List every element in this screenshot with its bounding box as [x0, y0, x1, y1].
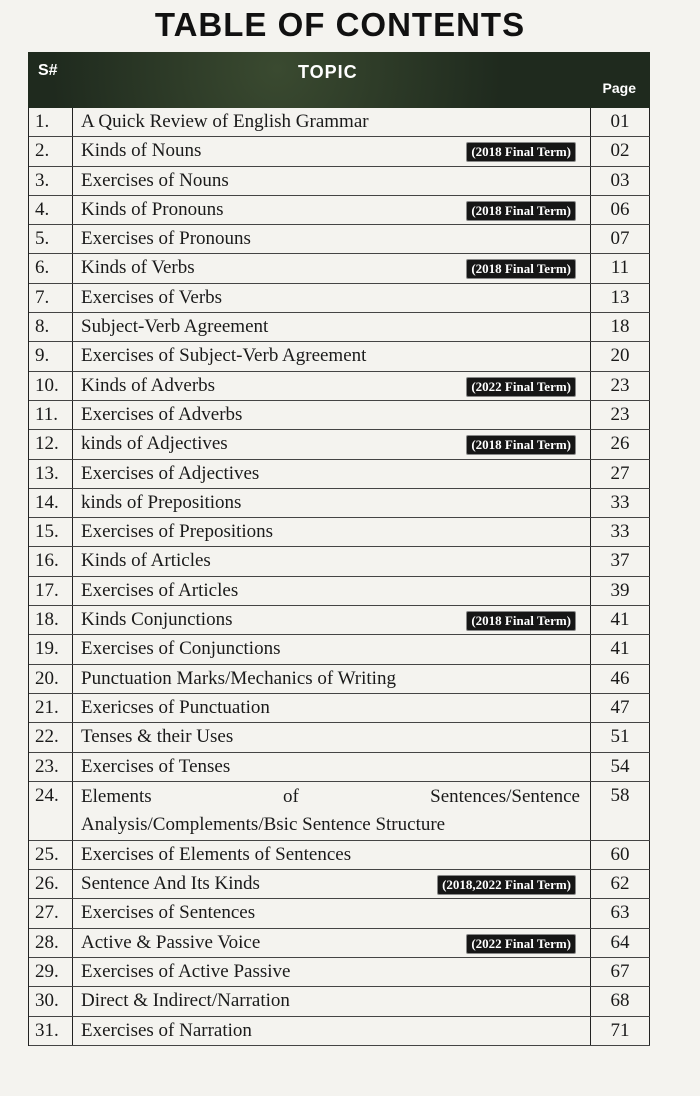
table-row	[29, 167, 650, 196]
table-row	[29, 929, 650, 958]
row-page-number: 01	[590, 108, 650, 136]
row-topic: Kinds Conjunctions	[81, 609, 233, 631]
row-page-number: 03	[590, 167, 650, 195]
row-topic: Subject-Verb Agreement	[81, 316, 269, 338]
row-number: 19.	[29, 635, 73, 663]
row-number: 11.	[29, 401, 73, 429]
row-number: 27.	[29, 899, 73, 927]
row-topic: Sentence And Its Kinds	[81, 873, 260, 895]
table-row	[29, 518, 650, 547]
row-number: 17.	[29, 577, 73, 605]
table-row	[29, 254, 650, 283]
row-page-number: 13	[590, 284, 650, 312]
row-page-number: 41	[590, 606, 650, 634]
row-topic: Exercises of Conjunctions	[81, 638, 281, 660]
row-number: 14.	[29, 489, 73, 517]
row-page-number: 18	[590, 313, 650, 341]
row-topic: Exericses of Punctuation	[81, 696, 270, 718]
row-page-number: 63	[590, 899, 650, 927]
row-number: 7.	[29, 284, 73, 312]
row-page-number: 39	[590, 577, 650, 605]
row-number: 22.	[29, 723, 73, 751]
row-page-number: 67	[590, 958, 650, 986]
exam-badge: (2018 Final Term)	[466, 611, 576, 631]
row-topic: A Quick Review of English Grammar	[81, 111, 369, 132]
exam-badge: (2018 Final Term)	[466, 259, 576, 279]
row-topic: Punctuation Marks/Mechanics of Writing	[81, 667, 396, 689]
row-number: 26.	[29, 870, 73, 898]
table-row	[29, 782, 650, 841]
row-page-number: 06	[590, 196, 650, 224]
row-number: 13.	[29, 460, 73, 488]
table-of-contents	[28, 52, 650, 1046]
row-number: 16.	[29, 547, 73, 575]
table-row	[29, 137, 650, 166]
row-topic: Active & Passive Voice	[81, 931, 261, 953]
row-page-number: 60	[590, 841, 650, 869]
row-topic: Exercises of Adverbs	[81, 403, 243, 425]
row-number: 20.	[29, 665, 73, 693]
table-row	[29, 401, 650, 430]
row-topic: Exercises of Narration	[81, 1019, 252, 1041]
exam-badge: (2018 Final Term)	[466, 201, 576, 221]
row-number: 15.	[29, 518, 73, 546]
table-row	[29, 1017, 650, 1046]
table-row	[29, 577, 650, 606]
table-row	[29, 958, 650, 987]
row-number: 1.	[29, 108, 73, 136]
topic-line-2: Analysis/Complements/Bsic Sentence Structure	[81, 813, 446, 835]
row-topic: Kinds of Verbs	[81, 257, 195, 279]
exam-badge: (2018,2022 Final Term)	[437, 875, 576, 895]
row-page-number: 33	[590, 518, 650, 546]
row-page-number: 51	[590, 723, 650, 751]
row-page-number: 64	[590, 929, 650, 957]
row-page-number: 54	[590, 753, 650, 781]
table-row	[29, 899, 650, 928]
row-page-number: 46	[590, 665, 650, 693]
page-title: TABLE OF CONTENTS	[154, 6, 526, 43]
row-number: 30.	[29, 987, 73, 1015]
row-number: 4.	[29, 196, 73, 224]
row-page-number: 68	[590, 987, 650, 1015]
row-number: 12.	[29, 430, 73, 458]
table-row	[29, 460, 650, 489]
row-number: 31.	[29, 1017, 73, 1045]
table-row	[29, 606, 650, 635]
row-topic: Kinds of Pronouns	[81, 198, 224, 220]
row-topic: Exercises of Sentences	[81, 902, 256, 924]
row-number: 29.	[29, 958, 73, 986]
table-row	[29, 723, 650, 752]
row-page-number: 37	[590, 547, 650, 575]
exam-badge: (2018 Final Term)	[466, 435, 576, 455]
exam-badge: (2018 Final Term)	[466, 142, 576, 162]
row-number: 3.	[29, 167, 73, 195]
topic-word: of	[283, 785, 299, 807]
header-page: Page	[602, 80, 636, 96]
exam-badge: (2022 Final Term)	[466, 377, 576, 397]
table-row	[29, 430, 650, 459]
table-row	[29, 108, 650, 137]
topic-word: Elements	[81, 785, 152, 807]
table-header	[28, 52, 650, 108]
table-row	[29, 225, 650, 254]
row-number: 24.	[29, 782, 73, 840]
table-row	[29, 313, 650, 342]
row-topic: Exercises of Pronouns	[81, 228, 251, 250]
row-topic: Exercises of Tenses	[81, 755, 231, 777]
row-page-number: 26	[590, 430, 650, 458]
row-page-number: 20	[590, 342, 650, 370]
row-number: 10.	[29, 372, 73, 400]
row-page-number: 62	[590, 870, 650, 898]
row-page-number: 07	[590, 225, 650, 253]
row-page-number: 41	[590, 635, 650, 663]
table-row	[29, 284, 650, 313]
table-row	[29, 753, 650, 782]
row-page-number: 23	[590, 401, 650, 429]
row-topic: Exercises of Active Passive	[81, 961, 291, 983]
table-row	[29, 870, 650, 899]
row-topic: Exercises of Subject-Verb Agreement	[81, 345, 367, 367]
row-page-number: 33	[590, 489, 650, 517]
exam-badge: (2022 Final Term)	[466, 934, 576, 954]
table-row	[29, 489, 650, 518]
table-row	[29, 635, 650, 664]
header-topic: TOPIC	[298, 62, 358, 82]
row-page-number: 02	[590, 137, 650, 165]
row-page-number: 71	[590, 1017, 650, 1045]
table-row	[29, 694, 650, 723]
table-row	[29, 372, 650, 401]
row-topic: Exercises of Elements of Sentences	[81, 843, 352, 865]
table-body	[28, 108, 650, 1046]
row-topic: Exercises of Prepositions	[81, 521, 274, 543]
table-row	[29, 841, 650, 870]
topic-word: Sentences/Sentence	[430, 785, 580, 807]
row-topic: Exercises of Articles	[81, 579, 239, 601]
table-row	[29, 665, 650, 694]
row-number: 25.	[29, 841, 73, 869]
table-row	[29, 342, 650, 371]
row-number: 8.	[29, 313, 73, 341]
row-topic: Kinds of Articles	[81, 550, 211, 572]
row-number: 21.	[29, 694, 73, 722]
row-number: 23.	[29, 753, 73, 781]
row-topic: Exercises of Verbs	[81, 286, 223, 308]
row-number: 6.	[29, 254, 73, 282]
row-number: 9.	[29, 342, 73, 370]
row-number: 2.	[29, 137, 73, 165]
row-page-number: 11	[590, 254, 650, 282]
table-row	[29, 987, 650, 1016]
row-topic: Kinds of Adverbs	[81, 374, 216, 396]
row-page-number: 27	[590, 460, 650, 488]
row-number: 18.	[29, 606, 73, 634]
row-topic: Tenses & their Uses	[81, 726, 234, 748]
header-sn: S#	[38, 62, 58, 79]
table-row	[29, 196, 650, 225]
row-topic: Exercises of Adjectives	[81, 462, 260, 484]
row-topic: Exercises of Nouns	[81, 169, 229, 191]
row-number: 5.	[29, 225, 73, 253]
row-page-number: 47	[590, 694, 650, 722]
row-topic: kinds of Prepositions	[81, 491, 242, 513]
row-page-number: 23	[590, 372, 650, 400]
row-number: 28.	[29, 929, 73, 957]
row-topic: Kinds of Nouns	[81, 140, 202, 162]
row-topic	[81, 783, 580, 839]
table-row	[29, 547, 650, 576]
row-topic: Direct & Indirect/Narration	[81, 990, 290, 1012]
row-topic: kinds of Adjectives	[81, 433, 228, 455]
row-page-number: 58	[590, 782, 650, 840]
